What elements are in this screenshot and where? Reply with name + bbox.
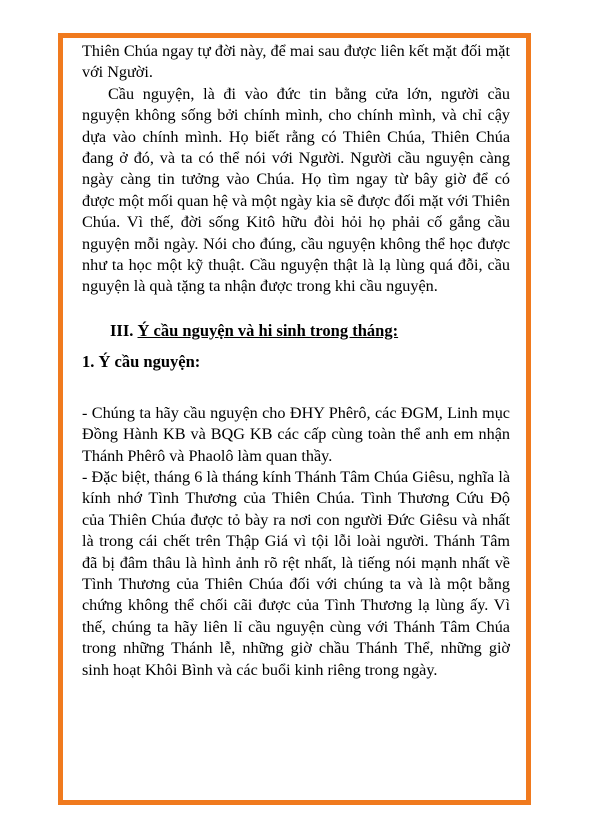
subsection-heading: 1. Ý cầu nguyện:	[82, 352, 201, 372]
intention-item: - Chúng ta hãy cầu nguyện cho ĐHY Phêrô, các ĐGM, Linh mục Đồng Hành KB và BQG KB các cấp cùng toàn thể anh em nhận Thánh Phêrô và Phaolô làm quan thầy.	[82, 403, 510, 465]
document-body	[82, 41, 510, 681]
intention-list	[82, 403, 510, 681]
section-number: III.	[110, 320, 134, 340]
section-heading	[82, 320, 510, 341]
prayer-paragraph: Cầu nguyện, là đi vào đức tin bằng cửa lớn, người cầu nguyện không sống bởi chính mình, cho chính mình, và chỉ cậy dựa vào chính mình. Họ biết rằng có Thiên Chúa, Thiên Chúa đang ở đó, và ta có thể nói với Người. Người cầu nguyện càng ngày càng tin tưởng vào Chúa. Họ tìm ngay từ bây giờ để có được một mối quan hệ và một ngày kia sẽ được đối mặt với Thiên Chúa. Vì thế, đời sống Kitô hữu đòi hỏi họ phải cố gắng cầu nguyện mỗi ngày. Nói cho đúng, cầu nguyện không thể học được như ta học một kỹ thuật. Cầu nguyện thật là lạ lùng quá đỗi, cầu nguyện là quà tặng ta nhận được trong khi cầu nguyện.	[82, 84, 510, 296]
intention-item: - Đặc biệt, tháng 6 là tháng kính Thánh Tâm Chúa Giêsu, nghĩa là kính nhớ Tình Thương của Thiên Chúa. Tình Thương Cứu Độ của Thiên Chúa được tỏ bày ra nơi con người Đức Giêsu và nhất là trong cái chết trên Thập Giá vì tội lỗi loài người. Thánh Tâm đã bị đâm thâu là hình ảnh rõ rệt nhất, là tiếng nói mạnh nhất về Tình Thương của Thiên Chúa đối với chúng ta và là một bằng chứng không thể chối cãi được của Tình Thương lạ lùng ấy. Vì thế, chúng ta hãy liên lỉ cầu nguyện cùng với Thánh Tâm Chúa trong những Thánh lễ, những giờ chầu Thánh Thể, những giờ sinh hoạt Khôi Bình và các buổi kinh riêng trong ngày.	[82, 467, 510, 679]
section-title: Ý cầu nguyện và hi sinh trong tháng:	[137, 320, 399, 340]
opening-paragraph: Thiên Chúa ngay tự đời này, để mai sau được liên kết mặt đối mặt với Người.	[82, 42, 510, 82]
